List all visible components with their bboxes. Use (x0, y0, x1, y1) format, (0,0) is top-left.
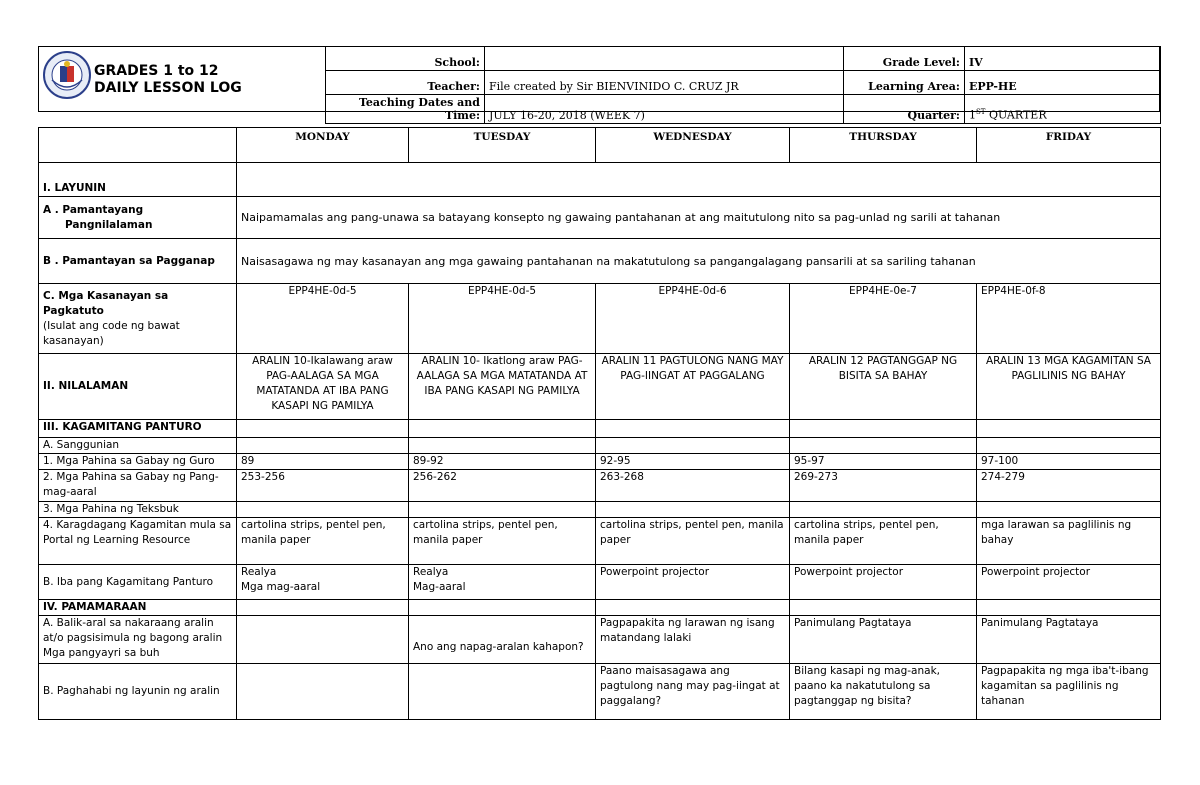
balik-aral-row (39, 616, 1161, 664)
empty-cell (596, 600, 790, 616)
day-tuesday: TUESDAY (409, 128, 596, 163)
title-line-1: GRADES 1 to 12 (94, 63, 219, 79)
empty-cell (409, 420, 596, 438)
gabay-guro-tuesday: 89-92 (409, 454, 596, 470)
layunin-label: I. LAYUNIN (39, 163, 237, 197)
pamantayan-pagganap-text: Naisasagawa ng may kasanayan ang mga gawaing pantahanan na makatutulong sa pangangalagang pansarili at sa sariling tahanan (237, 239, 1161, 284)
karagdagang-row (39, 518, 1161, 565)
paghahabi-row (39, 664, 1161, 720)
day-header-row (39, 128, 1161, 163)
header-row-teacher (326, 71, 1161, 95)
code-friday: EPP4HE-0f-8 (977, 284, 1161, 354)
empty-cell (977, 438, 1161, 454)
nilalaman-thursday: ARALIN 12 PAGTANGGAP NG BISITA SA BAHAY (790, 354, 977, 420)
day-monday: MONDAY (237, 128, 409, 163)
balik-aral-monday (237, 616, 409, 664)
gabay-magaaral-friday: 274-279 (977, 470, 1161, 502)
empty-cell (977, 600, 1161, 616)
day-wednesday: WEDNESDAY (596, 128, 790, 163)
empty-cell (790, 600, 977, 616)
code-tuesday: EPP4HE-0d-5 (409, 284, 596, 354)
deped-seal-icon (42, 50, 92, 100)
empty-cell (977, 420, 1161, 438)
code-thursday: EPP4HE-0e-7 (790, 284, 977, 354)
balik-aral-label: A. Balik-aral sa nakaraang aralin at/o pagsisimula ng bagong aralin Mga pangyayri sa buh (39, 616, 237, 664)
layunin-row (39, 163, 1161, 197)
balik-aral-friday: Panimulang Pagtataya (977, 616, 1161, 664)
nilalaman-label: II. NILALAMAN (39, 354, 237, 420)
corner-cell (39, 128, 237, 163)
teacher-label: Teacher: (326, 71, 485, 95)
code-wednesday: EPP4HE-0d-6 (596, 284, 790, 354)
empty-cell (409, 502, 596, 518)
grade-level-value: IV (965, 47, 1161, 71)
a-label-line-1: A . Pamantayang (43, 203, 144, 216)
paghahabi-monday (237, 664, 409, 720)
pamamaraan-row (39, 600, 1161, 616)
empty-cell (237, 438, 409, 454)
balik-aral-wednesday: Pagpapakita ng larawan ng isang matandang lalaki (596, 616, 790, 664)
kasanayan-label: C. Mga Kasanayan sa Pagkatuto (43, 289, 169, 317)
balik-aral-thursday: Panimulang Pagtataya (790, 616, 977, 664)
header-info-table (325, 46, 1161, 124)
quarter-value (965, 95, 1161, 124)
iba-pang-tuesday (409, 565, 596, 600)
header-row-dates (326, 95, 1161, 124)
a-label-line-2: Pangnilalaman (65, 218, 153, 231)
empty-cell (790, 438, 977, 454)
empty-cell (596, 420, 790, 438)
nilalaman-monday: ARALIN 10-Ikalawang araw PAG-AALAGA SA MGA MATATANDA AT IBA PANG KASAPI NG PAMILYA (237, 354, 409, 420)
teacher-value: File created by Sir BIENVINIDO C. CRUZ JR (485, 71, 844, 95)
empty-cell (409, 438, 596, 454)
dates-value: JULY 16-20, 2018 (WEEK 7) (485, 95, 844, 124)
empty-cell (977, 502, 1161, 518)
sanggunian-label: A. Sanggunian (39, 438, 237, 454)
nilalaman-tuesday: ARALIN 10- Ikatlong araw PAG-AALAGA SA MGA MATATANDA AT IBA PANG KASAPI NG PAMILYA (409, 354, 596, 420)
iba-pang-label: B. Iba pang Kagamitang Panturo (39, 565, 237, 600)
dates-label (326, 95, 485, 124)
empty-cell (237, 502, 409, 518)
iba-friday-line-1: Powerpoint projector (981, 566, 1091, 578)
karagdagang-tuesday: cartolina strips, pentel pen, manila paper (409, 518, 596, 565)
empty-cell (409, 600, 596, 616)
iba-tuesday-line-1: Realya (413, 566, 449, 578)
gabay-magaaral-tuesday: 256-262 (409, 470, 596, 502)
dates-label-line-2: Time: (444, 109, 480, 122)
gabay-guro-friday: 97-100 (977, 454, 1161, 470)
paghahabi-thursday: Bilang kasapi ng mag-anak, paano ka nakatutulong sa pagtanggap ng bisita? (790, 664, 977, 720)
gabay-guro-monday: 89 (237, 454, 409, 470)
quarter-number: 1 (969, 109, 976, 122)
nilalaman-row (39, 354, 1161, 420)
iba-wednesday-line-1: Powerpoint projector (600, 566, 710, 578)
nilalaman-friday: ARALIN 13 MGA KAGAMITAN SA PAGLILINIS NG BAHAY (977, 354, 1161, 420)
empty-cell (596, 438, 790, 454)
quarter-label: Quarter: (844, 95, 965, 124)
empty-cell (237, 420, 409, 438)
kasanayan-sublabel: (Isulat ang code ng bawat kasanayan) (43, 319, 180, 347)
paghahabi-wednesday: Paano maisasagawa ang pagtulong nang may pag-iingat at paggalang? (596, 664, 790, 720)
quarter-text: QUARTER (988, 109, 1047, 122)
header-row-school (326, 47, 1161, 71)
pamantayang-pangnilalaman-row (39, 197, 1161, 239)
grade-level-label: Grade Level: (844, 47, 965, 71)
pamantayan-pagganap-row (39, 239, 1161, 284)
iba-pang-friday (977, 565, 1161, 600)
nilalaman-wednesday: ARALIN 11 PAGTULONG NANG MAY PAG-IINGAT AT PAGGALANG (596, 354, 790, 420)
karagdagang-label: 4. Karagdagang Kagamitan mula sa Portal ng Learning Resource (39, 518, 237, 565)
iba-monday-line-1: Realya (241, 566, 277, 578)
day-friday: FRIDAY (977, 128, 1161, 163)
code-monday: EPP4HE-0d-5 (237, 284, 409, 354)
gabay-magaaral-wednesday: 263-268 (596, 470, 790, 502)
school-label: School: (326, 47, 485, 71)
title-line-2: DAILY LESSON LOG (94, 80, 242, 96)
school-value (485, 47, 844, 71)
kasanayan-label-cell (39, 284, 237, 354)
day-thursday: THURSDAY (790, 128, 977, 163)
paghahabi-tuesday (409, 664, 596, 720)
iba-pang-wednesday (596, 565, 790, 600)
layunin-content (237, 163, 1161, 197)
gabay-magaaral-monday: 253-256 (237, 470, 409, 502)
sanggunian-row (39, 438, 1161, 454)
balik-aral-tuesday: Ano ang napag-aralan kahapon? (409, 616, 596, 664)
empty-cell (790, 420, 977, 438)
gabay-guro-thursday: 95-97 (790, 454, 977, 470)
dates-label-line-1: Teaching Dates and (358, 96, 480, 109)
lesson-log-table (38, 127, 1161, 720)
paghahabi-label: B. Paghahabi ng layunin ng aralin (39, 664, 237, 720)
quarter-suffix: ST (976, 108, 986, 117)
empty-cell (790, 502, 977, 518)
empty-cell (237, 600, 409, 616)
gabay-guro-label: 1. Mga Pahina sa Gabay ng Guro (39, 454, 237, 470)
gabay-magaaral-label: 2. Mga Pahina sa Gabay ng Pang-mag-aaral (39, 470, 237, 502)
pamantayang-pangnilalaman-label (39, 197, 237, 239)
iba-monday-line-2: Mga mag-aaral (241, 581, 321, 593)
iba-pang-thursday (790, 565, 977, 600)
paghahabi-friday: Pagpapakita ng mga iba't-ibang kagamitan sa paglilinis ng tahanan (977, 664, 1161, 720)
gabay-guro-wednesday: 92-95 (596, 454, 790, 470)
document-title (94, 63, 324, 97)
learning-area-label: Learning Area: (844, 71, 965, 95)
iba-pang-row (39, 565, 1161, 600)
empty-cell (596, 502, 790, 518)
kagamitan-label: III. KAGAMITANG PANTURO (39, 420, 237, 438)
karagdagang-wednesday: cartolina strips, pentel pen, manila paper (596, 518, 790, 565)
iba-pang-monday (237, 565, 409, 600)
pamamaraan-label: IV. PAMAMARAAN (39, 600, 237, 616)
pamantayang-pangnilalaman-text: Naipamamalas ang pang-unawa sa batayang konsepto ng gawaing pantahanan at ang maitutulong nito sa pag-unlad ng sarili at tahanan (237, 197, 1161, 239)
kasanayan-row (39, 284, 1161, 354)
iba-tuesday-line-2: Mag-aaral (413, 581, 466, 593)
iba-thursday-line-1: Powerpoint projector (794, 566, 904, 578)
karagdagang-monday: cartolina strips, pentel pen, manila paper (237, 518, 409, 565)
teksbuk-label: 3. Mga Pahina ng Teksbuk (39, 502, 237, 518)
karagdagang-thursday: cartolina strips, pentel pen, manila paper (790, 518, 977, 565)
gabay-guro-row (39, 454, 1161, 470)
kagamitan-row (39, 420, 1161, 438)
teksbuk-row (39, 502, 1161, 518)
gabay-magaaral-row (39, 470, 1161, 502)
gabay-magaaral-thursday: 269-273 (790, 470, 977, 502)
karagdagang-friday: mga larawan sa paglilinis ng bahay (977, 518, 1161, 565)
learning-area-value: EPP-HE (965, 71, 1161, 95)
pamantayan-pagganap-label: B . Pamantayan sa Pagganap (39, 239, 237, 284)
